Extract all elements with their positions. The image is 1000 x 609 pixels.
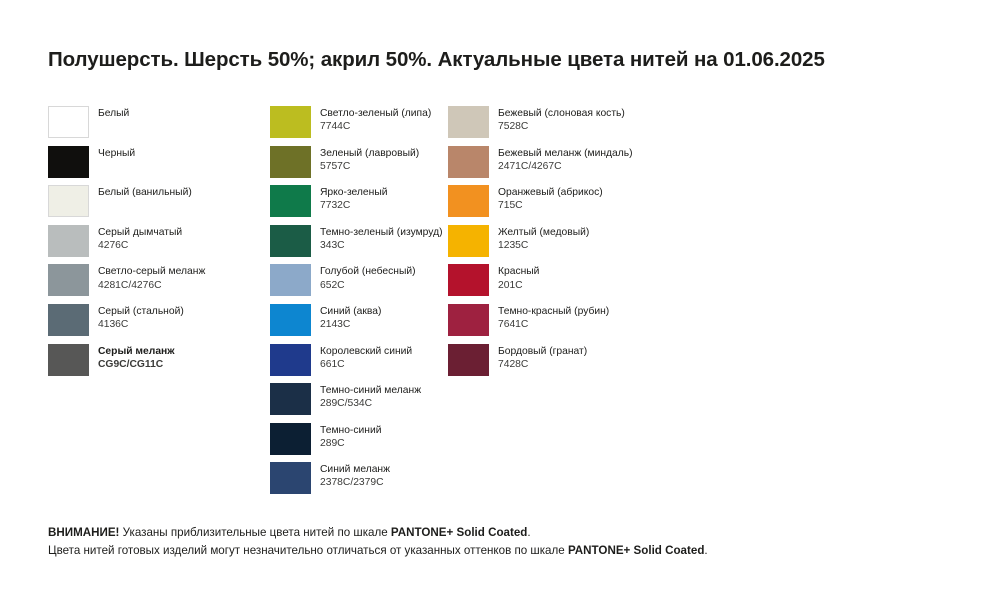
color-labels — [98, 344, 175, 371]
color-swatch-row — [448, 344, 668, 384]
color-name: Ярко-зеленый — [320, 187, 388, 199]
color-swatch-row — [48, 225, 270, 265]
color-labels — [320, 423, 381, 450]
attention-label: ВНИМАНИЕ! — [48, 526, 120, 539]
color-code: 289C — [320, 437, 345, 449]
color-code: CG9C/CG11C — [98, 358, 164, 370]
color-code: 661C — [320, 358, 345, 370]
color-chip — [448, 106, 489, 138]
color-chip — [270, 344, 311, 376]
color-labels — [498, 225, 589, 252]
color-chip — [270, 146, 311, 178]
color-chip — [448, 264, 489, 296]
swatch-columns — [48, 106, 968, 502]
color-labels — [98, 225, 182, 252]
color-name: Серый меланж — [98, 345, 175, 357]
color-name: Голубой (небесный) — [320, 266, 416, 278]
color-code: 2143C — [320, 319, 351, 331]
color-code: 7428C — [498, 358, 529, 370]
color-name: Оранжевый (абрикос) — [498, 187, 603, 199]
footer-line-1-end: . — [527, 526, 531, 539]
color-swatch-row — [270, 106, 448, 146]
color-code: 2378C/2379C — [320, 477, 384, 489]
swatch-column-1 — [48, 106, 270, 502]
swatch-column-3 — [448, 106, 668, 502]
color-code: 7732C — [320, 200, 351, 212]
color-swatch-row — [48, 344, 270, 384]
color-code: 289C/534C — [320, 398, 373, 410]
color-chip — [270, 264, 311, 296]
color-name: Белый (ванильный) — [98, 187, 192, 199]
footer-note — [48, 524, 968, 560]
color-swatch-row — [270, 462, 448, 502]
color-chip — [448, 146, 489, 178]
color-code: 652C — [320, 279, 345, 291]
color-labels — [98, 185, 192, 199]
color-name: Королевский синий — [320, 345, 413, 357]
color-code: 1235C — [498, 239, 529, 251]
color-code: 7528C — [498, 121, 529, 133]
color-name: Синий (аква) — [320, 305, 382, 317]
color-labels — [320, 225, 443, 252]
color-swatch-row — [48, 106, 270, 146]
color-name: Темно-зеленый (изумруд) — [320, 226, 443, 238]
color-name: Красный — [498, 266, 540, 278]
color-labels — [498, 146, 633, 173]
color-code: 4276C — [98, 239, 129, 251]
color-swatch-row — [448, 264, 668, 304]
color-name: Темно-красный (рубин) — [498, 305, 610, 317]
color-name: Черный — [98, 147, 136, 159]
color-code: 2471C/4267C — [498, 160, 562, 172]
color-chip — [270, 383, 311, 415]
color-chip — [270, 225, 311, 257]
color-chip — [48, 344, 89, 376]
color-name: Желтый (медовый) — [498, 226, 590, 238]
color-code: 201C — [498, 279, 523, 291]
color-chip — [48, 225, 89, 257]
color-labels — [320, 304, 381, 331]
color-labels — [498, 264, 539, 291]
swatch-column-2 — [270, 106, 448, 502]
color-labels — [320, 106, 431, 133]
page-title: Полушерсть. Шерсть 50%; акрил 50%. Актуальные цвета нитей на 01.06.2025 — [48, 48, 825, 71]
color-code: 5757C — [320, 160, 351, 172]
color-swatch-row — [270, 304, 448, 344]
color-chip — [48, 264, 89, 296]
color-labels — [320, 344, 412, 371]
color-swatch-row — [270, 423, 448, 463]
pantone-label-2: PANTONE+ Solid Coated — [567, 543, 705, 557]
color-swatch-row — [448, 146, 668, 186]
color-name: Белый — [98, 108, 130, 119]
color-labels — [320, 264, 416, 291]
color-name: Бежевый меланж (миндаль) — [498, 147, 633, 159]
color-swatch-row — [270, 185, 448, 225]
color-code: 7744C — [320, 121, 351, 133]
color-swatch-row — [270, 264, 448, 304]
color-labels — [320, 462, 390, 489]
color-name: Бежевый (слоновая кость) — [498, 108, 625, 119]
color-name: Светло-зеленый (липа) — [320, 108, 432, 119]
color-labels — [98, 304, 184, 331]
color-chip — [270, 106, 311, 138]
footer-line-1-mid: Указаны приблизительные цвета нитей по шкале — [119, 526, 391, 539]
color-swatch-row — [448, 225, 668, 265]
color-swatch-row — [48, 304, 270, 344]
color-chip — [270, 185, 311, 217]
color-chip — [448, 225, 489, 257]
color-name: Зеленый (лавровый) — [320, 147, 420, 159]
color-chip — [48, 304, 89, 336]
color-swatch-row — [48, 264, 270, 304]
color-labels — [98, 264, 205, 291]
footer-line-1 — [48, 524, 968, 542]
color-chip — [270, 423, 311, 455]
color-swatch-row — [48, 146, 270, 186]
color-labels — [498, 344, 587, 371]
color-chip — [48, 106, 89, 138]
color-labels — [498, 185, 603, 212]
color-name: Бордовый (гранат) — [498, 345, 588, 357]
footer-line-2-start: Цвета нитей готовых изделий могут незначительно отличаться от указанных оттенков по шкале — [48, 543, 568, 557]
color-chip — [448, 304, 489, 336]
color-name: Серый дымчатый — [98, 226, 183, 238]
color-swatch-row — [448, 185, 668, 225]
color-swatch-row — [48, 185, 270, 225]
color-labels — [320, 185, 388, 212]
color-swatch-row — [270, 383, 448, 423]
color-swatch-row — [270, 344, 448, 384]
color-swatch-row — [448, 304, 668, 344]
footer-line-2-end: . — [704, 543, 708, 557]
color-swatch-row — [270, 225, 448, 265]
color-code: 343C — [320, 239, 345, 251]
color-labels — [98, 146, 135, 160]
color-code: 7641C — [498, 319, 529, 331]
color-chip — [48, 146, 89, 178]
color-name: Темно-синий — [320, 424, 382, 436]
color-labels — [498, 106, 625, 133]
color-chip — [270, 462, 311, 494]
color-name: Светло-серый меланж — [98, 266, 206, 278]
color-chip — [270, 304, 311, 336]
color-labels — [320, 383, 421, 410]
color-labels — [320, 146, 419, 173]
color-name: Серый (стальной) — [98, 305, 184, 317]
color-name: Синий меланж — [320, 464, 391, 476]
color-chip — [448, 185, 489, 217]
pantone-label-1: PANTONE+ Solid Coated — [390, 526, 528, 539]
color-chip — [448, 344, 489, 376]
footer-line-2 — [48, 542, 968, 560]
color-chip — [48, 185, 89, 217]
color-swatch-row — [448, 106, 668, 146]
color-code: 715C — [498, 200, 523, 212]
color-labels — [498, 304, 609, 331]
color-name: Темно-синий меланж — [320, 385, 422, 397]
color-code: 4136C — [98, 319, 129, 331]
color-code: 4281C/4276C — [98, 279, 162, 291]
color-swatch-row — [270, 146, 448, 186]
color-labels — [98, 106, 129, 120]
